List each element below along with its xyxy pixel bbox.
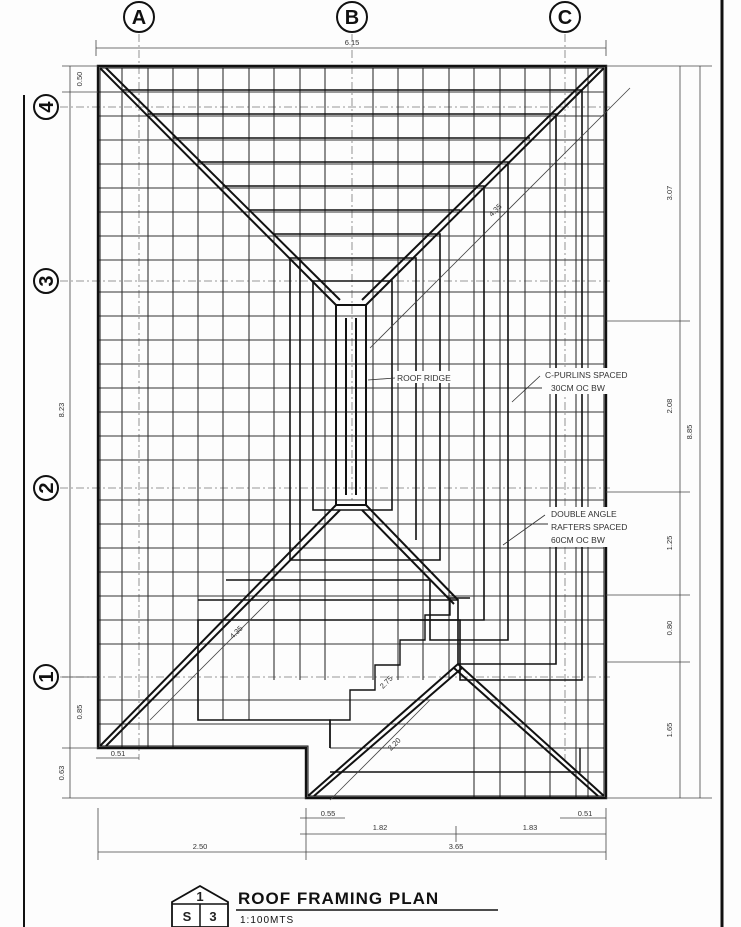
purlin-rafter-grid: [98, 68, 604, 798]
drawing-title: ROOF FRAMING PLAN: [238, 889, 440, 908]
dim-diag-lower-left: 4.35: [227, 623, 245, 641]
dim-top-overall: 6.15: [344, 38, 360, 47]
dim-diag-upper: 4.35: [486, 201, 504, 219]
svg-text:30CM OC BW: 30CM OC BW: [551, 383, 605, 393]
svg-text:ROOF RIDGE: ROOF RIDGE: [397, 373, 451, 383]
svg-text:2: 2: [36, 482, 58, 494]
sheet-number-right: 3: [209, 909, 217, 924]
svg-text:A: A: [131, 7, 147, 29]
dim-bottom-051-right: 0.51: [577, 809, 593, 818]
grid-bubble-1: [34, 665, 58, 689]
dim-bottom-182: 1.82: [372, 823, 388, 832]
dim-right-overall: 8.85: [685, 424, 694, 440]
grid-bubble-2: [34, 476, 58, 500]
dim-bottom-250: 2.50: [192, 842, 208, 851]
dim-right-165: 1.65: [665, 722, 674, 738]
drawing-scale: 1:100MTS: [240, 915, 295, 926]
grid-bubble-a: [124, 2, 154, 32]
dim-bottom-055: 0.55: [320, 809, 336, 818]
detail-number: 1: [196, 889, 204, 904]
dim-right-208: 2.08: [665, 398, 674, 414]
svg-text:RAFTERS SPACED: RAFTERS SPACED: [551, 522, 628, 532]
dim-left-top: 0.50: [75, 71, 84, 87]
dimension-lines: [62, 40, 712, 860]
sheet-number-left: S: [182, 909, 192, 924]
dim-bottom-183: 1.83: [522, 823, 538, 832]
svg-text:C: C: [557, 7, 573, 29]
roof-outline: [98, 66, 606, 798]
grid-bubble-3: [34, 269, 58, 293]
dim-diag-small-2: 2.20: [385, 735, 403, 753]
dim-right-125: 1.25: [665, 535, 674, 551]
dim-bottom-051-left: 0.51: [110, 749, 126, 758]
dim-right-080: 0.80: [665, 620, 674, 636]
dim-diag-small-1: 2.75: [377, 673, 395, 691]
annotation-roof-ridge: [368, 371, 461, 383]
annotation-c-purlins: [512, 368, 642, 402]
dim-left-lower: 0.85: [75, 704, 84, 720]
grid-bubble-4: [34, 95, 58, 119]
svg-text:B: B: [344, 7, 360, 29]
roof-ridge-beam: [336, 305, 366, 505]
svg-text:3: 3: [36, 275, 58, 287]
title-block: [172, 886, 498, 927]
svg-text:1: 1: [36, 671, 58, 683]
grid-bubble-c: [550, 2, 580, 32]
dim-right-307: 3.07: [665, 185, 674, 201]
svg-text:60CM OC BW: 60CM OC BW: [551, 535, 605, 545]
dim-left-bottom: 0.63: [57, 765, 66, 781]
svg-text:C-PURLINS SPACED: C-PURLINS SPACED: [545, 370, 628, 380]
grid-bubble-b: [337, 2, 367, 32]
hip-rafters: [100, 68, 604, 796]
dim-left-overall: 8.23: [57, 402, 66, 418]
dim-bottom-365: 3.65: [448, 842, 464, 851]
svg-text:DOUBLE ANGLE: DOUBLE ANGLE: [551, 509, 617, 519]
dimension-labels: [57, 38, 694, 851]
svg-text:4: 4: [36, 101, 58, 113]
